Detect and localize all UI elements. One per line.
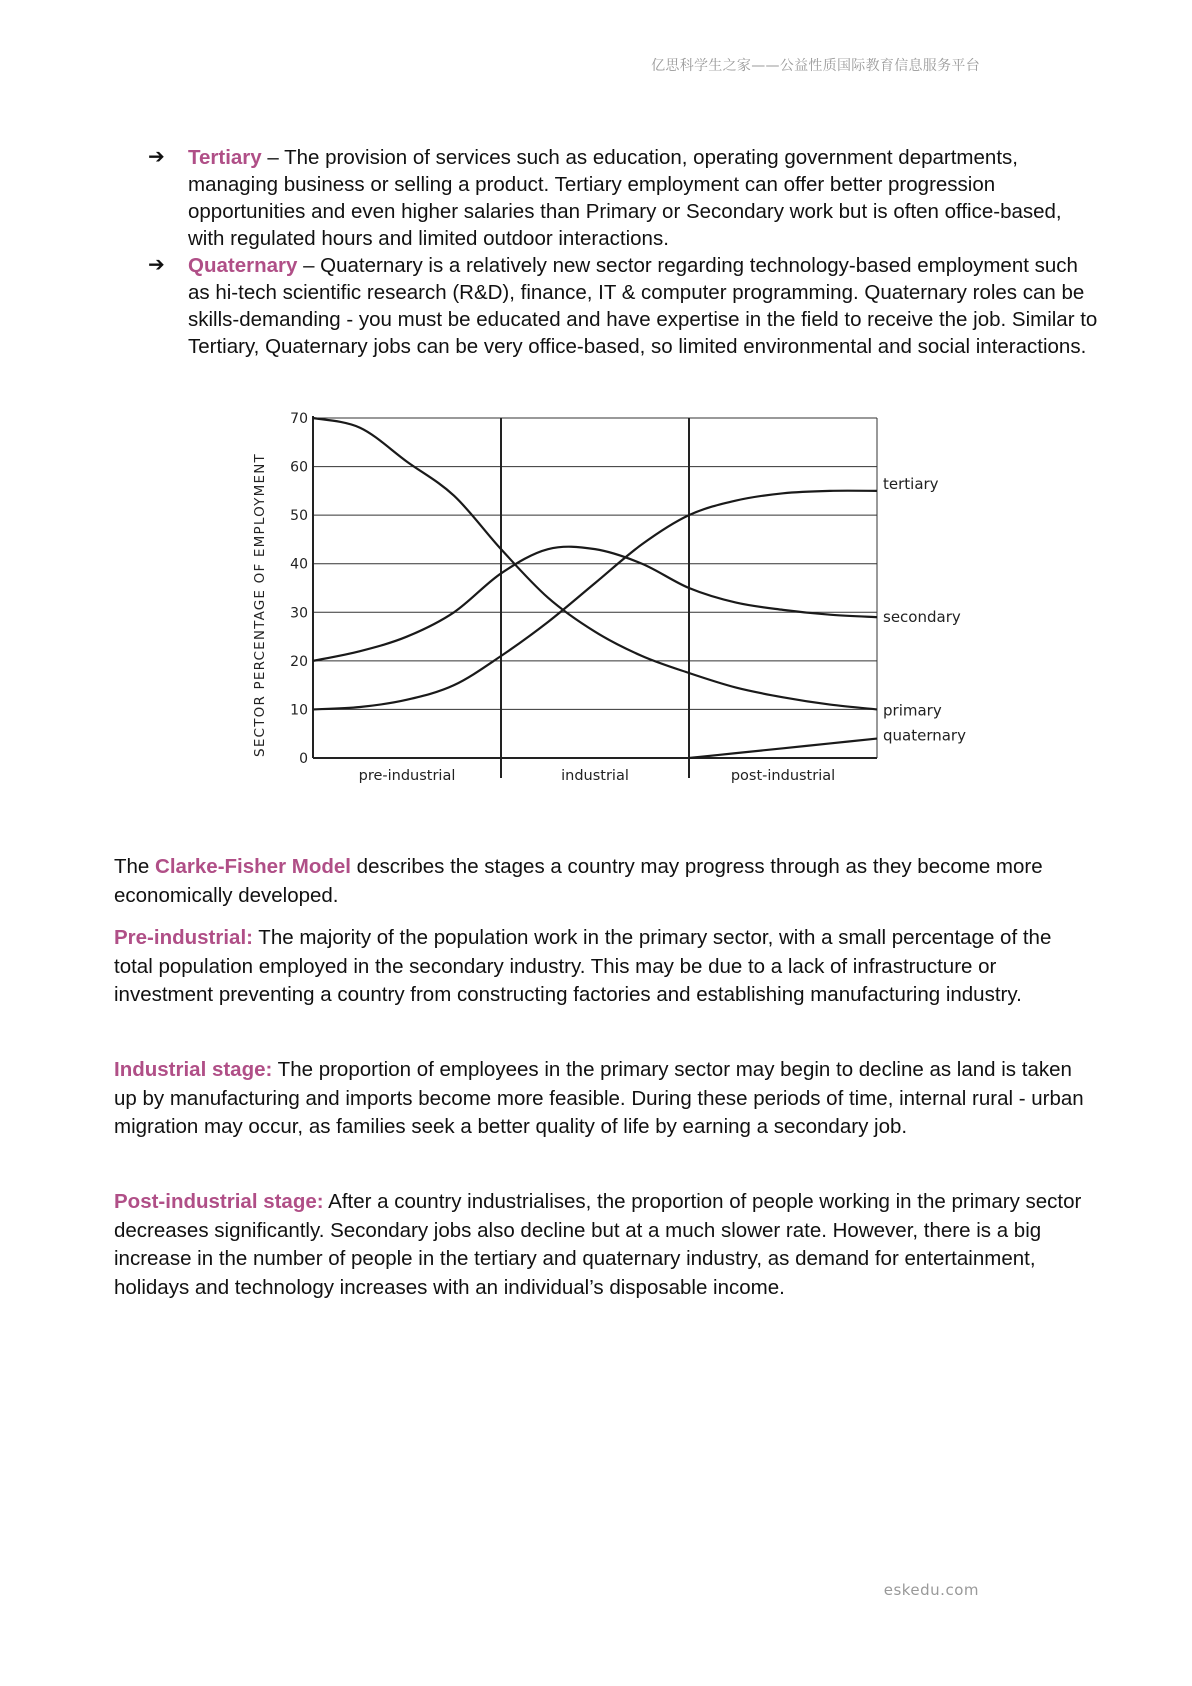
post-industrial-term: Post-industrial stage:: [114, 1190, 324, 1213]
series-line-tertiary: [313, 491, 877, 710]
y-axis-label: SECTOR PERCENTAGE OF EMPLOYMENT: [252, 453, 268, 757]
bullet-text: – The provision of services such as education, operating government departments, managing business or selling a product. Tertiary employment can offer better progression opportunities and even higher salaries than Primary or Secondary work but is often office-based, with regulated hours and limited outdoor interactions.: [188, 146, 1062, 250]
clarke-fisher-chart: [245, 405, 985, 795]
series-label-secondary: secondary: [883, 608, 961, 627]
bullet-term: Tertiary: [188, 146, 262, 169]
bullet-term: Quaternary: [188, 254, 298, 277]
y-tick-label: 50: [290, 508, 308, 525]
series-label-primary: primary: [883, 701, 942, 720]
industrial-paragraph: [114, 1056, 1084, 1142]
arrow-bullet-icon: ➔: [148, 146, 165, 168]
pre-industrial-paragraph: [114, 924, 1084, 1010]
stage-label: post-industrial: [730, 768, 836, 784]
page-header: 亿思科学生之家——公益性质国际教育信息服务平台: [651, 58, 980, 74]
bullet-tertiary: [148, 144, 1098, 252]
chart-svg: [245, 405, 985, 795]
y-tick-label: 10: [290, 702, 308, 719]
post-industrial-text: After a country industrialises, the proportion of people working in the primary sector decreases significantly. Secondary jobs also decline but at a much slower rate. However, there is a big increase in the number of people in the tertiary and quaternary industry, as demand for entertainment, holidays and technology increases with an individual’s disposable income.: [114, 1190, 1082, 1299]
y-tick-label: 40: [290, 556, 308, 573]
arrow-bullet-icon: ➔: [148, 254, 165, 276]
pre-industrial-term: Pre-industrial:: [114, 926, 253, 949]
industrial-text: The proportion of employees in the primary sector may begin to decline as land is taken up by manufacturing and imports become more feasible. During these periods of time, internal rural - urban migration may occur, as families seek a better quality of life by earning a secondary job.: [114, 1058, 1084, 1138]
bullet-quaternary: [148, 252, 1098, 360]
sector-bullet-list: [148, 144, 1098, 360]
post-industrial-paragraph: [114, 1188, 1084, 1302]
series-label-tertiary: tertiary: [883, 474, 939, 493]
intro-paragraph: [114, 853, 1084, 910]
intro-term: Clarke-Fisher Model: [155, 855, 351, 878]
intro-pre: The: [114, 855, 156, 878]
page-footer: eskedu.com: [883, 1581, 979, 1599]
bullet-text: – Quaternary is a relatively new sector regarding technology-based employment such as hi-tech scientific research (R&D), finance, IT & computer programming. Quaternary roles can be skills-demanding - you must be educated and have expertise in the field to receive the job. Similar to Tertiary, Quaternary jobs can be very office-based, so limited environmental and social interactions.: [188, 254, 1098, 358]
y-tick-label: 20: [290, 653, 308, 670]
intro-post: describes the stages a country may progress through as they become more economically developed.: [114, 855, 1043, 907]
stage-label: industrial: [561, 768, 629, 784]
y-tick-label: 70: [290, 411, 308, 427]
series-label-quaternary: quaternary: [883, 726, 966, 745]
series-line-quaternary: [689, 739, 877, 758]
y-tick-label: 30: [290, 605, 308, 622]
stage-label: pre-industrial: [358, 768, 456, 784]
industrial-term: Industrial stage:: [114, 1058, 273, 1081]
y-tick-label: 60: [290, 459, 308, 476]
y-tick-label: 0: [299, 751, 308, 767]
pre-industrial-text: The majority of the population work in the primary sector, with a small percentage of the total population employed in the secondary industry. This may be due to a lack of infrastructure or investment preventing a country from constructing factories and establishing manufacturing industry.: [114, 926, 1052, 1006]
